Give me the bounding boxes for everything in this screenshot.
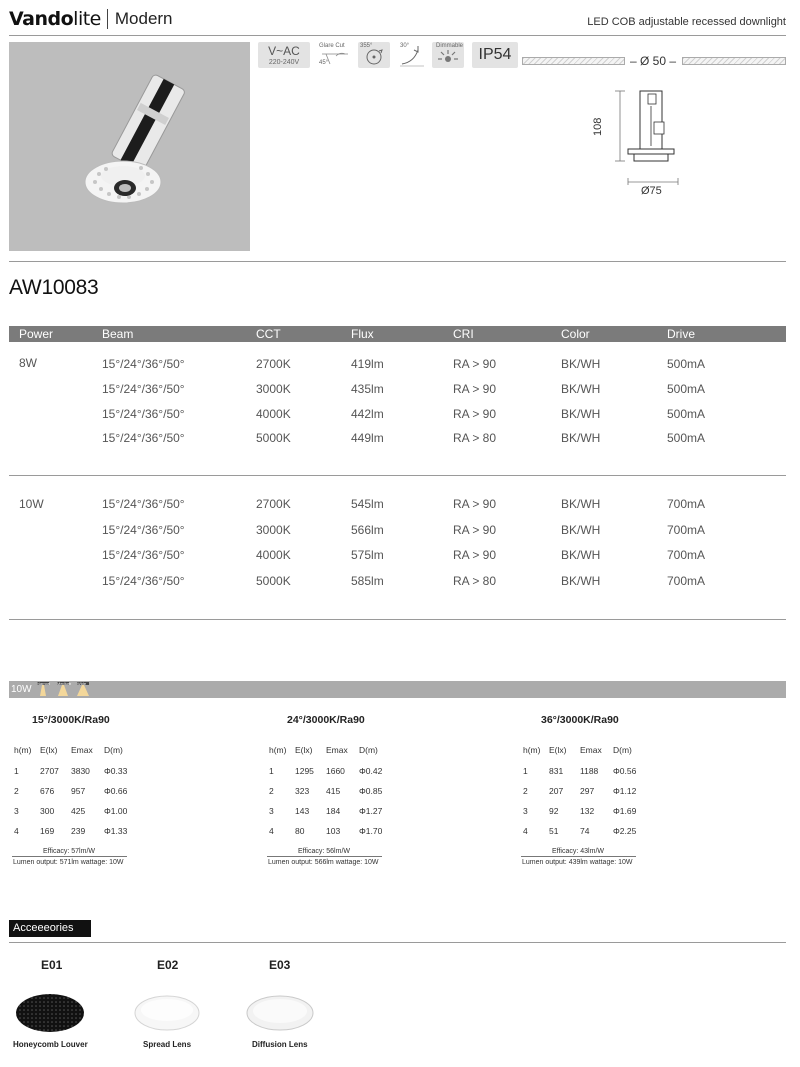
diffusion-lens-image bbox=[245, 994, 315, 1032]
table-cell: 15°/24°/36°/50° bbox=[102, 407, 185, 421]
ph-col-header: E(lx) bbox=[40, 745, 58, 755]
table-cell: 15°/24°/36°/50° bbox=[102, 548, 185, 562]
table-cell: 449lm bbox=[351, 431, 384, 445]
ph-cell: 169 bbox=[40, 826, 55, 836]
table-cell: 5000K bbox=[256, 431, 291, 445]
ph-cell: Φ1.70 bbox=[359, 826, 383, 836]
product-subtitle: LED COB adjustable recessed downlight bbox=[587, 16, 786, 28]
ph-cell: 415 bbox=[326, 786, 341, 796]
lumen-output: Lumen output: 571lm wattage: 10W bbox=[13, 859, 124, 866]
ph-cell: 80 bbox=[295, 826, 305, 836]
efficacy: Efficacy: 43lm/W bbox=[552, 848, 604, 855]
ph-cell: 92 bbox=[549, 806, 559, 816]
ph-cell: 3 bbox=[523, 806, 528, 816]
brand-divider bbox=[107, 9, 108, 29]
efficacy: Efficacy: 57lm/W bbox=[43, 848, 95, 855]
lumen-output: Lumen output: 566lm wattage: 10W bbox=[268, 859, 379, 866]
ph-cell: Φ0.56 bbox=[613, 766, 637, 776]
honeycomb-louver-image bbox=[14, 992, 86, 1034]
table-group-divider bbox=[9, 475, 786, 476]
table-cell: 15°/24°/36°/50° bbox=[102, 382, 185, 396]
cutout-bar-right bbox=[682, 57, 786, 65]
ph-col-header: Emax bbox=[580, 745, 602, 755]
ph-cell: 74 bbox=[580, 826, 590, 836]
table-cell: 442lm bbox=[351, 407, 384, 421]
ph-cell: 207 bbox=[549, 786, 564, 796]
accessory-code: E02 bbox=[157, 958, 179, 972]
section-divider bbox=[9, 261, 786, 262]
ph-cell: 1 bbox=[14, 766, 19, 776]
col-cct: CCT bbox=[256, 327, 281, 341]
ph-cell: Φ0.85 bbox=[359, 786, 383, 796]
ph-cell: 132 bbox=[580, 806, 595, 816]
ph-cell: Φ0.66 bbox=[104, 786, 128, 796]
model-number: AW10083 bbox=[9, 276, 99, 299]
table-cell: 585lm bbox=[351, 574, 384, 588]
table-cell: RA > 90 bbox=[453, 382, 497, 396]
table-cell: 700mA bbox=[667, 548, 706, 562]
table-cell: 545lm bbox=[351, 497, 384, 511]
photometric-title: 36°/3000K/Ra90 bbox=[541, 714, 619, 726]
table-cell: RA > 90 bbox=[453, 357, 497, 371]
table-cell: BK/WH bbox=[561, 548, 601, 562]
table-cell: RA > 80 bbox=[453, 431, 497, 445]
table-cell: BK/WH bbox=[561, 431, 601, 445]
ph-col-header: E(lx) bbox=[549, 745, 567, 755]
ph-col-header: D(m) bbox=[104, 745, 123, 755]
ph-divider bbox=[521, 856, 636, 857]
col-drive: Drive bbox=[667, 327, 696, 341]
ph-cell: Φ0.42 bbox=[359, 766, 383, 776]
table-cell: 500mA bbox=[667, 431, 706, 445]
col-flux: Flux bbox=[351, 327, 374, 341]
ph-cell: Φ1.27 bbox=[359, 806, 383, 816]
product-photo bbox=[9, 42, 250, 251]
table-cell: BK/WH bbox=[561, 382, 601, 396]
col-beam: Beam bbox=[102, 327, 134, 341]
spread-lens-image bbox=[133, 994, 201, 1032]
ph-cell: 3 bbox=[269, 806, 274, 816]
ph-cell: 103 bbox=[326, 826, 341, 836]
table-cell: 5000K bbox=[256, 574, 291, 588]
ph-cell: 51 bbox=[549, 826, 559, 836]
table-cell: 500mA bbox=[667, 357, 706, 371]
ph-cell: 957 bbox=[71, 786, 86, 796]
spec-table-header bbox=[9, 326, 786, 342]
table-cell: RA > 80 bbox=[453, 574, 497, 588]
ph-col-header: h(m) bbox=[523, 745, 541, 755]
table-cell: 4000K bbox=[256, 407, 291, 421]
table-cell: 15°/24°/36°/50° bbox=[102, 431, 185, 445]
table-cell: 15°/24°/36°/50° bbox=[102, 574, 185, 588]
ph-col-header: E(lx) bbox=[295, 745, 313, 755]
table-cell: 700mA bbox=[667, 523, 706, 537]
ph-cell: 3830 bbox=[71, 766, 90, 776]
table-cell: 500mA bbox=[667, 407, 706, 421]
ph-cell: 2 bbox=[14, 786, 19, 796]
table-cell: RA > 90 bbox=[453, 548, 497, 562]
power-10w: 10W bbox=[19, 497, 44, 511]
ph-cell: Φ1.00 bbox=[104, 806, 128, 816]
ph-cell: 297 bbox=[580, 786, 595, 796]
ph-cell: Φ2.25 bbox=[613, 826, 637, 836]
col-cri: CRI bbox=[453, 327, 474, 341]
ph-cell: 4 bbox=[523, 826, 528, 836]
ph-cell: Φ1.69 bbox=[613, 806, 637, 816]
tilt-icon: 30° bbox=[396, 42, 426, 68]
ph-cell: 1188 bbox=[580, 766, 599, 776]
table-cell: BK/WH bbox=[561, 407, 601, 421]
ph-col-header: Emax bbox=[71, 745, 93, 755]
accessories-title: Acceeeories bbox=[9, 920, 91, 937]
table-cell: 4000K bbox=[256, 548, 291, 562]
table-cell: 575lm bbox=[351, 548, 384, 562]
ph-col-header: D(m) bbox=[359, 745, 378, 755]
table-cell: 435lm bbox=[351, 382, 384, 396]
ph-col-header: h(m) bbox=[269, 745, 287, 755]
ph-cell: 676 bbox=[40, 786, 55, 796]
table-cell: 3000K bbox=[256, 523, 291, 537]
table-cell: 2700K bbox=[256, 357, 291, 371]
table-cell: 566lm bbox=[351, 523, 384, 537]
height-dimension: 108 bbox=[592, 117, 604, 136]
beam-label: Medium bbox=[57, 681, 72, 686]
ph-cell: 323 bbox=[295, 786, 310, 796]
ph-divider bbox=[267, 856, 382, 857]
ph-cell: Φ1.33 bbox=[104, 826, 128, 836]
ph-cell: Φ1.12 bbox=[613, 786, 637, 796]
table-cell: RA > 90 bbox=[453, 497, 497, 511]
ph-cell: 300 bbox=[40, 806, 55, 816]
cutout-bar-left bbox=[522, 57, 625, 65]
series-name: Modern bbox=[114, 9, 173, 28]
accessory-name: Diffusion Lens bbox=[252, 1040, 308, 1049]
ph-col-header: Emax bbox=[326, 745, 348, 755]
photometric-power: 10W bbox=[11, 684, 32, 695]
ph-cell: 184 bbox=[326, 806, 341, 816]
table-cell: BK/WH bbox=[561, 357, 601, 371]
table-cell: 500mA bbox=[667, 382, 706, 396]
ph-cell: 1 bbox=[523, 766, 528, 776]
col-power: Power bbox=[19, 327, 54, 341]
beam-label: Narrow bbox=[37, 681, 50, 686]
cutout-dimension: – Ø 50 – bbox=[627, 54, 679, 68]
table-cell: RA > 90 bbox=[453, 523, 497, 537]
ph-cell: 2707 bbox=[40, 766, 59, 776]
ph-cell: 425 bbox=[71, 806, 86, 816]
rotation-icon: 355° bbox=[358, 42, 390, 68]
ph-cell: Φ0.33 bbox=[104, 766, 128, 776]
ph-cell: 239 bbox=[71, 826, 86, 836]
ph-cell: 3 bbox=[14, 806, 19, 816]
technical-drawing bbox=[610, 86, 690, 186]
ph-cell: 1 bbox=[269, 766, 274, 776]
dimmable-icon: Dimmable bbox=[432, 42, 464, 68]
ph-cell: 1295 bbox=[295, 766, 314, 776]
table-cell: 2700K bbox=[256, 497, 291, 511]
table-cell: 15°/24°/36°/50° bbox=[102, 523, 185, 537]
table-cell: 419lm bbox=[351, 357, 384, 371]
ph-cell: 4 bbox=[14, 826, 19, 836]
ph-cell: 2 bbox=[269, 786, 274, 796]
brand-logo: Vandolite bbox=[9, 8, 101, 30]
table-cell: BK/WH bbox=[561, 497, 601, 511]
ph-col-header: h(m) bbox=[14, 745, 32, 755]
table-cell: RA > 90 bbox=[453, 407, 497, 421]
header-divider bbox=[9, 35, 786, 36]
brand bbox=[9, 8, 173, 30]
table-cell: BK/WH bbox=[561, 574, 601, 588]
ip-rating-badge: IP54 bbox=[472, 42, 518, 68]
ph-cell: 4 bbox=[269, 826, 274, 836]
table-cell: BK/WH bbox=[561, 523, 601, 537]
ph-divider bbox=[12, 856, 127, 857]
accessories-divider bbox=[9, 942, 786, 943]
voltage-badge: V~AC 220-240V bbox=[258, 42, 310, 68]
ph-cell: 1660 bbox=[326, 766, 345, 776]
table-cell: 700mA bbox=[667, 497, 706, 511]
beam-label: Wide bbox=[77, 681, 87, 686]
diameter-dimension: Ø75 bbox=[641, 185, 662, 197]
accessory-code: E01 bbox=[41, 958, 63, 972]
accessory-name: Honeycomb Louver bbox=[13, 1040, 88, 1049]
table-cell: 15°/24°/36°/50° bbox=[102, 357, 185, 371]
accessory-code: E03 bbox=[269, 958, 291, 972]
photometric-bar bbox=[9, 681, 786, 698]
glare-cut-icon: Glare Cut 45° bbox=[319, 43, 345, 66]
photometric-title: 15°/3000K/Ra90 bbox=[32, 714, 110, 726]
ph-cell: 831 bbox=[549, 766, 564, 776]
col-color: Color bbox=[561, 327, 590, 341]
ph-cell: 2 bbox=[523, 786, 528, 796]
ph-col-header: D(m) bbox=[613, 745, 632, 755]
lumen-output: Lumen output: 439lm wattage: 10W bbox=[522, 859, 633, 866]
table-cell: 15°/24°/36°/50° bbox=[102, 497, 185, 511]
photometric-title: 24°/3000K/Ra90 bbox=[287, 714, 365, 726]
table-end-divider bbox=[9, 619, 786, 620]
table-cell: 700mA bbox=[667, 574, 706, 588]
efficacy: Efficacy: 56lm/W bbox=[298, 848, 350, 855]
table-cell: 3000K bbox=[256, 382, 291, 396]
ph-cell: 143 bbox=[295, 806, 310, 816]
power-8w: 8W bbox=[19, 356, 37, 370]
accessory-name: Spread Lens bbox=[143, 1040, 192, 1049]
